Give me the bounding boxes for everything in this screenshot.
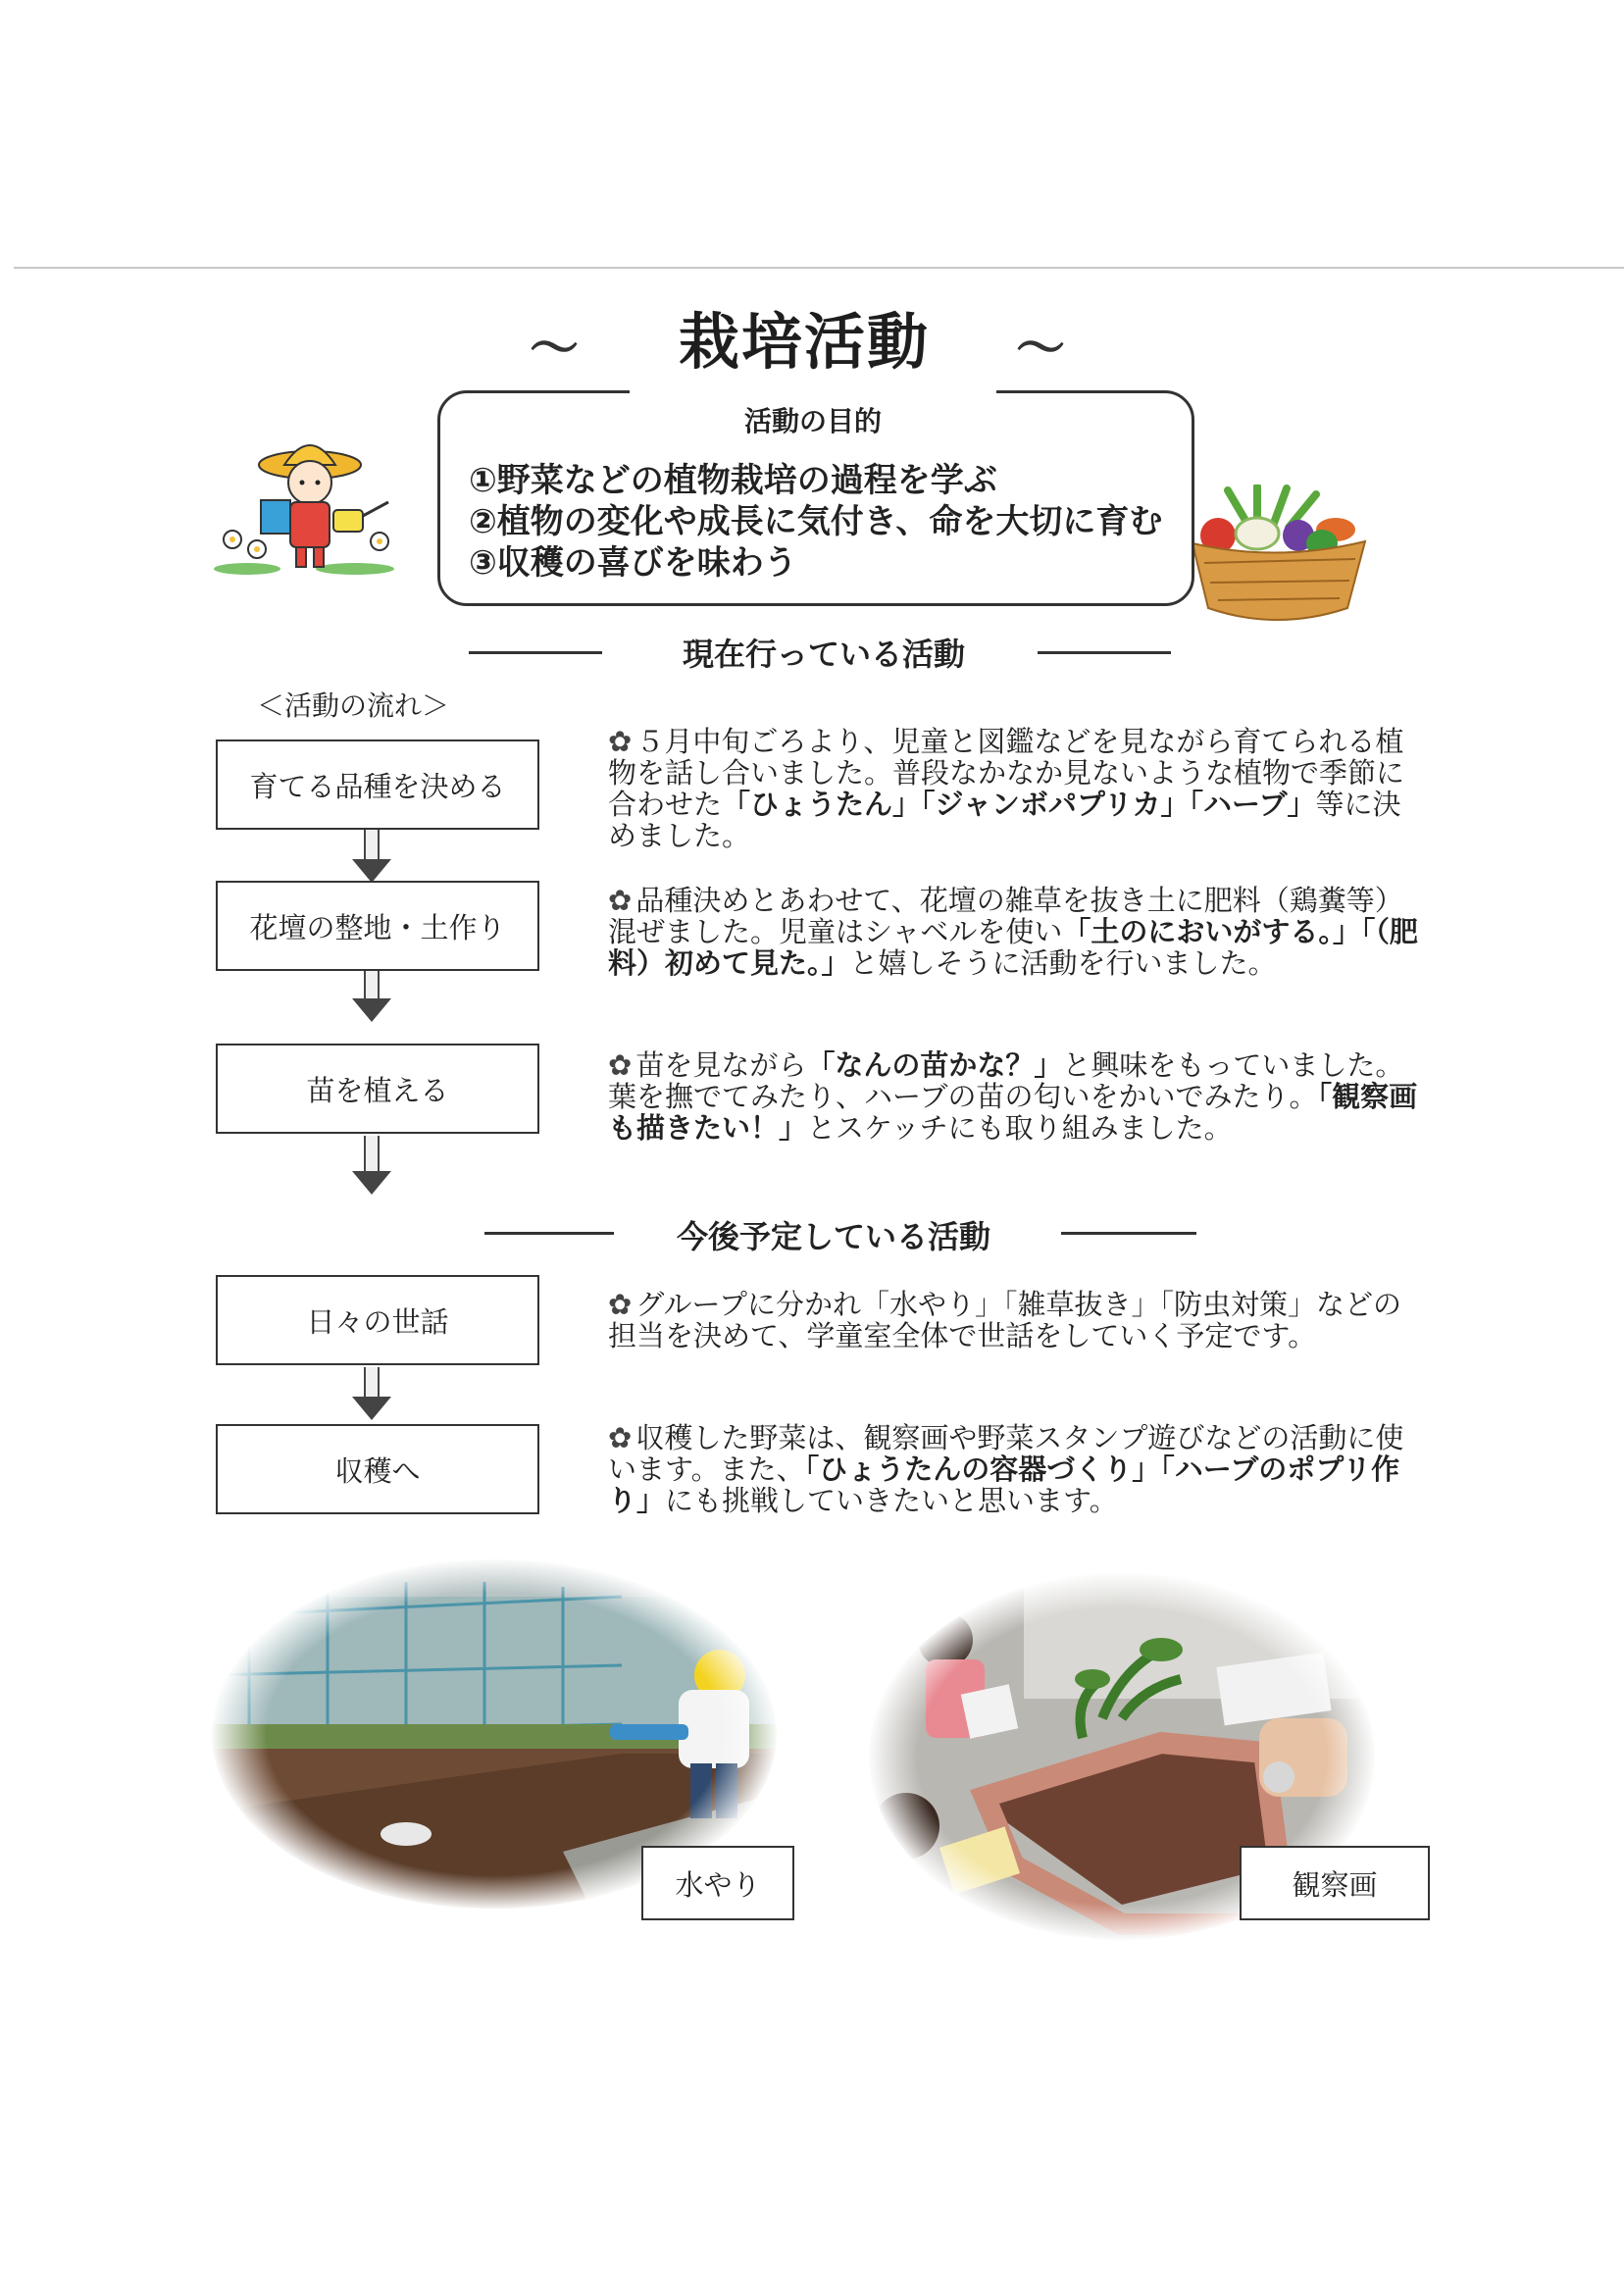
photo-caption-observation: 観察画 [1240, 1846, 1430, 1920]
gardening-child-illustration [208, 432, 414, 579]
flow-arrow-head [352, 998, 391, 1022]
flower-bullet-icon: ✿ [608, 1421, 633, 1454]
flow-step: 苗を植える [216, 1044, 539, 1134]
page-top-rule [14, 267, 1624, 269]
flow-caption: ＜活動の流れ＞ [257, 689, 450, 722]
flow-arrow-stem [364, 971, 380, 998]
section-heading-future: 今後予定している活動 [676, 1218, 990, 1255]
flow-arrow-head [352, 1171, 391, 1195]
photo-caption-watering: 水やり [641, 1846, 794, 1920]
page-title: 栽培活動 [678, 306, 930, 378]
flower-bullet-icon: ✿ [608, 1288, 633, 1321]
activity-description: ✿ 苗を見ながら「なんの苗かな？」と興味をもっていました。葉を撫でてみたり、ハーブの苗の匂いをかいでみたり。「観察画も描きたい！」とスケッチにも取り組みました。 [608, 1048, 1418, 1145]
section-rule-right [1061, 1232, 1196, 1235]
section-rule-right [1038, 651, 1171, 654]
activity-description: ✿ グループに分かれ「水やり」「雑草抜き」「防虫対策」などの担当を決めて、学童室全体で世話をしていく予定です。 [608, 1288, 1401, 1352]
purpose-box-gap [630, 386, 996, 396]
flower-bullet-icon: ✿ [608, 884, 633, 917]
flow-arrow-head [352, 859, 391, 883]
activity-description: ✿ 品種決めとあわせて、花壇の雑草を抜き土に肥料（鶏糞等）混ぜました。児童はシャベルを使い「土のにおいがする。」「（肥料）初めて見た。」と嬉しそうに活動を行いました。 [608, 884, 1418, 980]
vegetable-basket-illustration [1179, 484, 1375, 632]
section-rule-left [469, 651, 602, 654]
activity-description: ✿ 収穫した野菜は、観察画や野菜スタンプ遊びなどの活動に使います。また、「ひょうたんの容器づくり」「ハーブのポプリ作り」にも挑戦していきたいと思います。 [608, 1421, 1404, 1517]
flow-arrow-stem [364, 830, 380, 859]
flow-step: 育てる品種を決める [216, 739, 539, 830]
section-rule-left [484, 1232, 614, 1235]
flow-step: 収穫へ [216, 1424, 539, 1514]
flower-bullet-icon: ✿ [608, 1048, 633, 1082]
flow-step: 日々の世話 [216, 1275, 539, 1365]
flower-bullet-icon: ✿ [608, 725, 633, 758]
title-tilde-left: 〜 [530, 320, 579, 377]
flow-arrow-head [352, 1397, 391, 1420]
purpose-item: ①野菜などの植物栽培の過程を学ぶ [469, 461, 997, 500]
purpose-item: ③収穫の喜びを味わう [469, 543, 797, 583]
flow-step: 花壇の整地・土作り [216, 881, 539, 971]
flow-arrow-stem [364, 1136, 380, 1171]
activity-description: ✿ ５月中旬ごろより、児童と図鑑などを見ながら育てられる植物を話し合いました。普段なかなか見ないような植物で季節に合わせた「ひょうたん」「ジャンボパプリカ」「ハーブ」等に決めました。 [608, 725, 1405, 852]
purpose-heading: 活動の目的 [743, 405, 882, 437]
title-tilde-right: 〜 [1016, 320, 1065, 377]
purpose-item: ②植物の変化や成長に気付き、命を大切に育む [469, 502, 1163, 541]
flow-arrow-stem [364, 1367, 380, 1397]
section-heading-current: 現在行っている活動 [682, 636, 965, 673]
